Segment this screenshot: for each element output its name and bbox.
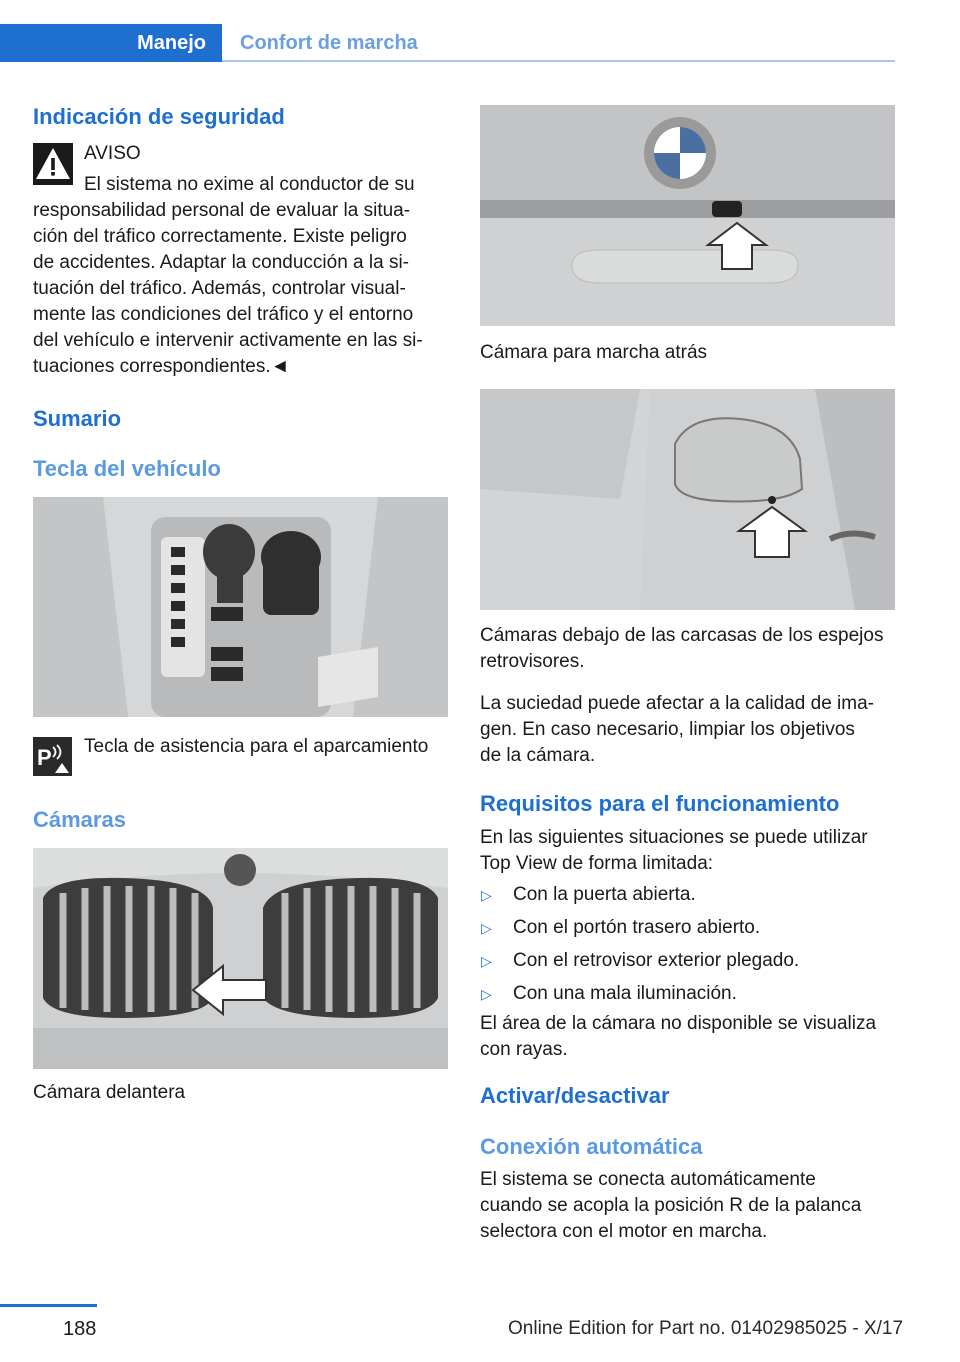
warning-label: AVISO [84,143,141,164]
footer-divider [0,1304,97,1307]
warning-text-line: ción del tráfico correctamente. Existe peligro [33,226,407,247]
tab-manejo[interactable]: Manejo [0,24,222,62]
stripes-note-line: con rayas. [480,1039,568,1060]
requirements-list [480,882,895,1014]
rear-camera-image [480,105,895,326]
summary-heading: Sumario [33,406,122,431]
cameras-heading: Cámaras [33,807,126,832]
mirror-camera-caption-line: retrovisores. [480,651,585,672]
parking-assist-icon [33,737,72,776]
auto-connect-line: cuando se acopla la posición R de la palanca [480,1195,862,1216]
requirements-intro-line: En las siguientes situaciones se puede utilizar [480,827,868,848]
mirror-camera-caption-line: Cámaras debajo de las carcasas de los espejos [480,625,884,646]
vehicle-key-heading: Tecla del vehículo [33,456,221,481]
parking-key-caption: Tecla de asistencia para el aparcamiento [84,736,429,757]
warning-triangle-icon [33,143,73,185]
page-number: 188 [63,1318,97,1340]
warning-text-line: de accidentes. Adaptar la conducción a la si- [33,252,410,273]
center-console-image [33,497,448,717]
requirements-heading: Requisitos para el funcionamiento [480,791,840,816]
list-item: ▷ Con el portón trasero abierto. [480,915,895,948]
auto-connect-line: selectora con el motor en marcha. [480,1221,768,1242]
warning-text-line: El sistema no exime al conductor de su [84,174,415,195]
rear-camera-caption: Cámara para marcha atrás [480,342,708,363]
front-camera-caption: Cámara delantera [33,1082,186,1103]
list-item: ▷ Con el retrovisor exterior plegado. [480,948,895,981]
activate-heading: Activar/desactivar [480,1083,670,1108]
requirements-intro-line: Top View de forma limitada: [480,853,714,874]
edition-note: Online Edition for Part no. 01402985025 - X/17 [508,1318,904,1339]
mirror-camera-image [480,389,895,610]
list-item: ▷ Con una mala iluminación. [480,981,895,1014]
warning-text-line: mente las condiciones del tráfico y el entorno [33,304,414,325]
dirt-note-line: de la cámara. [480,745,596,766]
list-item: ▷ Con la puerta abierta. [480,882,895,915]
auto-connect-line: El sistema se conecta automáticamente [480,1169,816,1190]
warning-text-line: tuaciones correspondientes.◄ [33,356,290,377]
bullet-triangle-icon: ▷ [481,953,492,969]
dirt-note-line: La suciedad puede afectar a la calidad de ima- [480,693,874,714]
warning-text-line: responsabilidad personal de evaluar la situa- [33,200,411,221]
warning-text-line: tuación del tráfico. Además, controlar visual- [33,278,406,299]
dirt-note-line: gen. En caso necesario, limpiar los objetivos [480,719,855,740]
stripes-note-line: El área de la cámara no disponible se visualiza [480,1013,877,1034]
bullet-triangle-icon: ▷ [481,887,492,903]
safety-heading: Indicación de seguridad [33,104,285,129]
front-camera-image [33,848,448,1069]
tab-confort-de-marcha[interactable]: Confort de marcha [240,31,418,54]
svg-text:P: P [37,745,52,770]
header-divider [222,60,895,62]
bullet-triangle-icon: ▷ [481,986,492,1002]
bullet-triangle-icon: ▷ [481,920,492,936]
warning-text-line: del vehículo e intervenir activamente en las si- [33,330,423,351]
auto-connect-heading: Conexión automática [480,1134,703,1159]
